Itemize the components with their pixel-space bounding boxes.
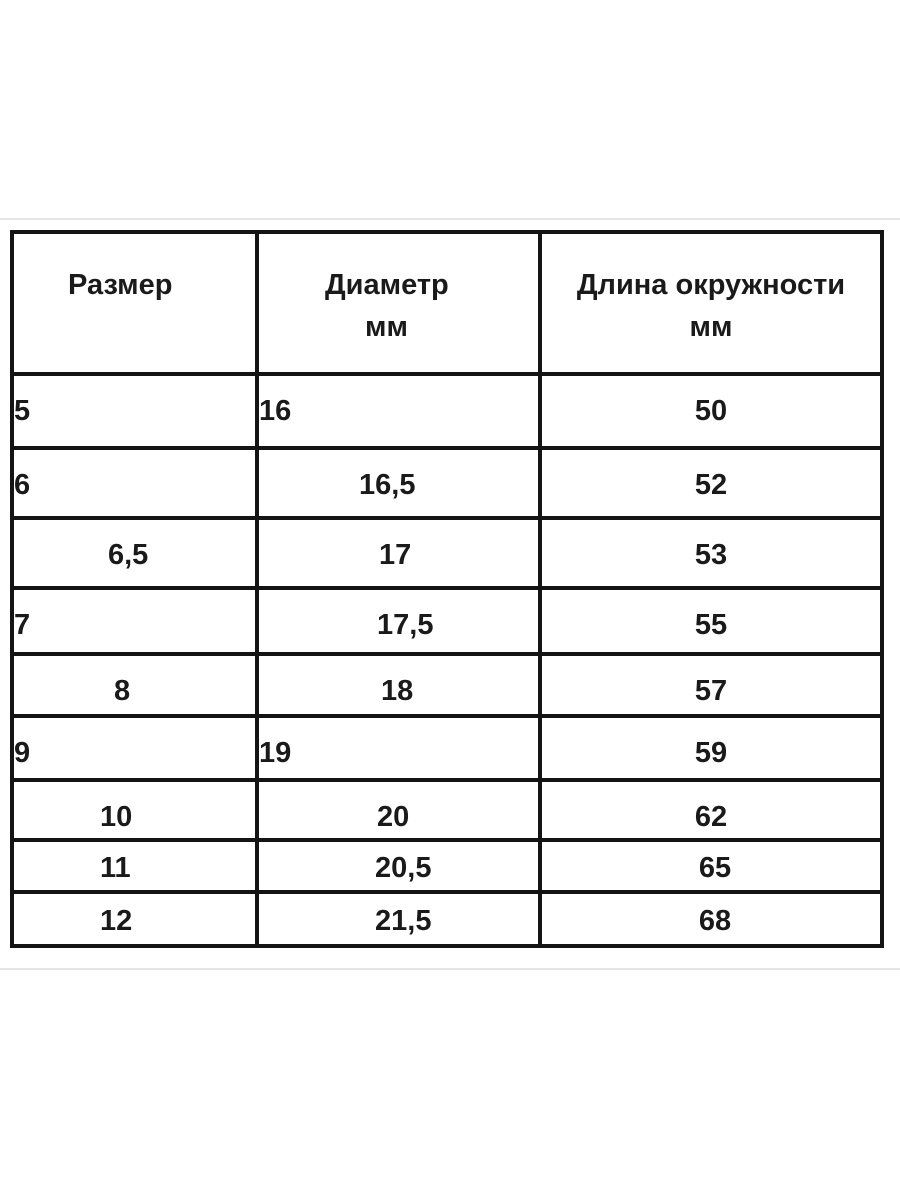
cell-diameter: 17 [257, 518, 540, 588]
cell-circumference: 50 [540, 374, 882, 448]
cell-circumference: 62 [540, 780, 882, 840]
cell-size: 10 [12, 780, 257, 840]
cell-diameter: 17,5 [257, 588, 540, 654]
cell-circumference: 57 [540, 654, 882, 716]
header-size-label: Размер [68, 269, 173, 301]
ring-size-table [10, 230, 884, 948]
header-size [12, 232, 257, 374]
cell-size: 5 [12, 374, 257, 448]
table-row [12, 654, 882, 716]
top-divider [0, 218, 900, 220]
cell-circumference: 52 [540, 448, 882, 518]
cell-diameter: 20,5 [257, 840, 540, 892]
table-row [12, 588, 882, 654]
header-diameter-unit: мм [365, 311, 408, 343]
table-row [12, 374, 882, 448]
cell-size: 12 [12, 892, 257, 946]
table-row [12, 518, 882, 588]
cell-diameter: 18 [257, 654, 540, 716]
header-diameter-label: Диаметр [325, 269, 449, 301]
header-circumference [540, 232, 882, 374]
table-row [12, 716, 882, 780]
cell-circumference: 55 [540, 588, 882, 654]
header-diameter [257, 232, 540, 374]
table-header-row [12, 232, 882, 374]
cell-circumference: 68 [540, 892, 882, 946]
cell-size: 6,5 [12, 518, 257, 588]
header-circumference-unit: мм [689, 311, 733, 343]
cell-size: 6 [12, 448, 257, 518]
cell-size: 11 [12, 840, 257, 892]
cell-diameter: 19 [257, 716, 540, 780]
cell-circumference: 65 [540, 840, 882, 892]
header-circumference-label: Длина окружности [576, 269, 846, 301]
table-row [12, 448, 882, 518]
table-row [12, 892, 882, 946]
cell-diameter: 20 [257, 780, 540, 840]
cell-size: 7 [12, 588, 257, 654]
cell-diameter: 16,5 [257, 448, 540, 518]
cell-diameter: 16 [257, 374, 540, 448]
cell-size: 8 [12, 654, 257, 716]
cell-size: 9 [12, 716, 257, 780]
cell-circumference: 59 [540, 716, 882, 780]
table-row [12, 780, 882, 840]
cell-diameter: 21,5 [257, 892, 540, 946]
table-row [12, 840, 882, 892]
bottom-divider [0, 968, 900, 970]
cell-circumference: 53 [540, 518, 882, 588]
